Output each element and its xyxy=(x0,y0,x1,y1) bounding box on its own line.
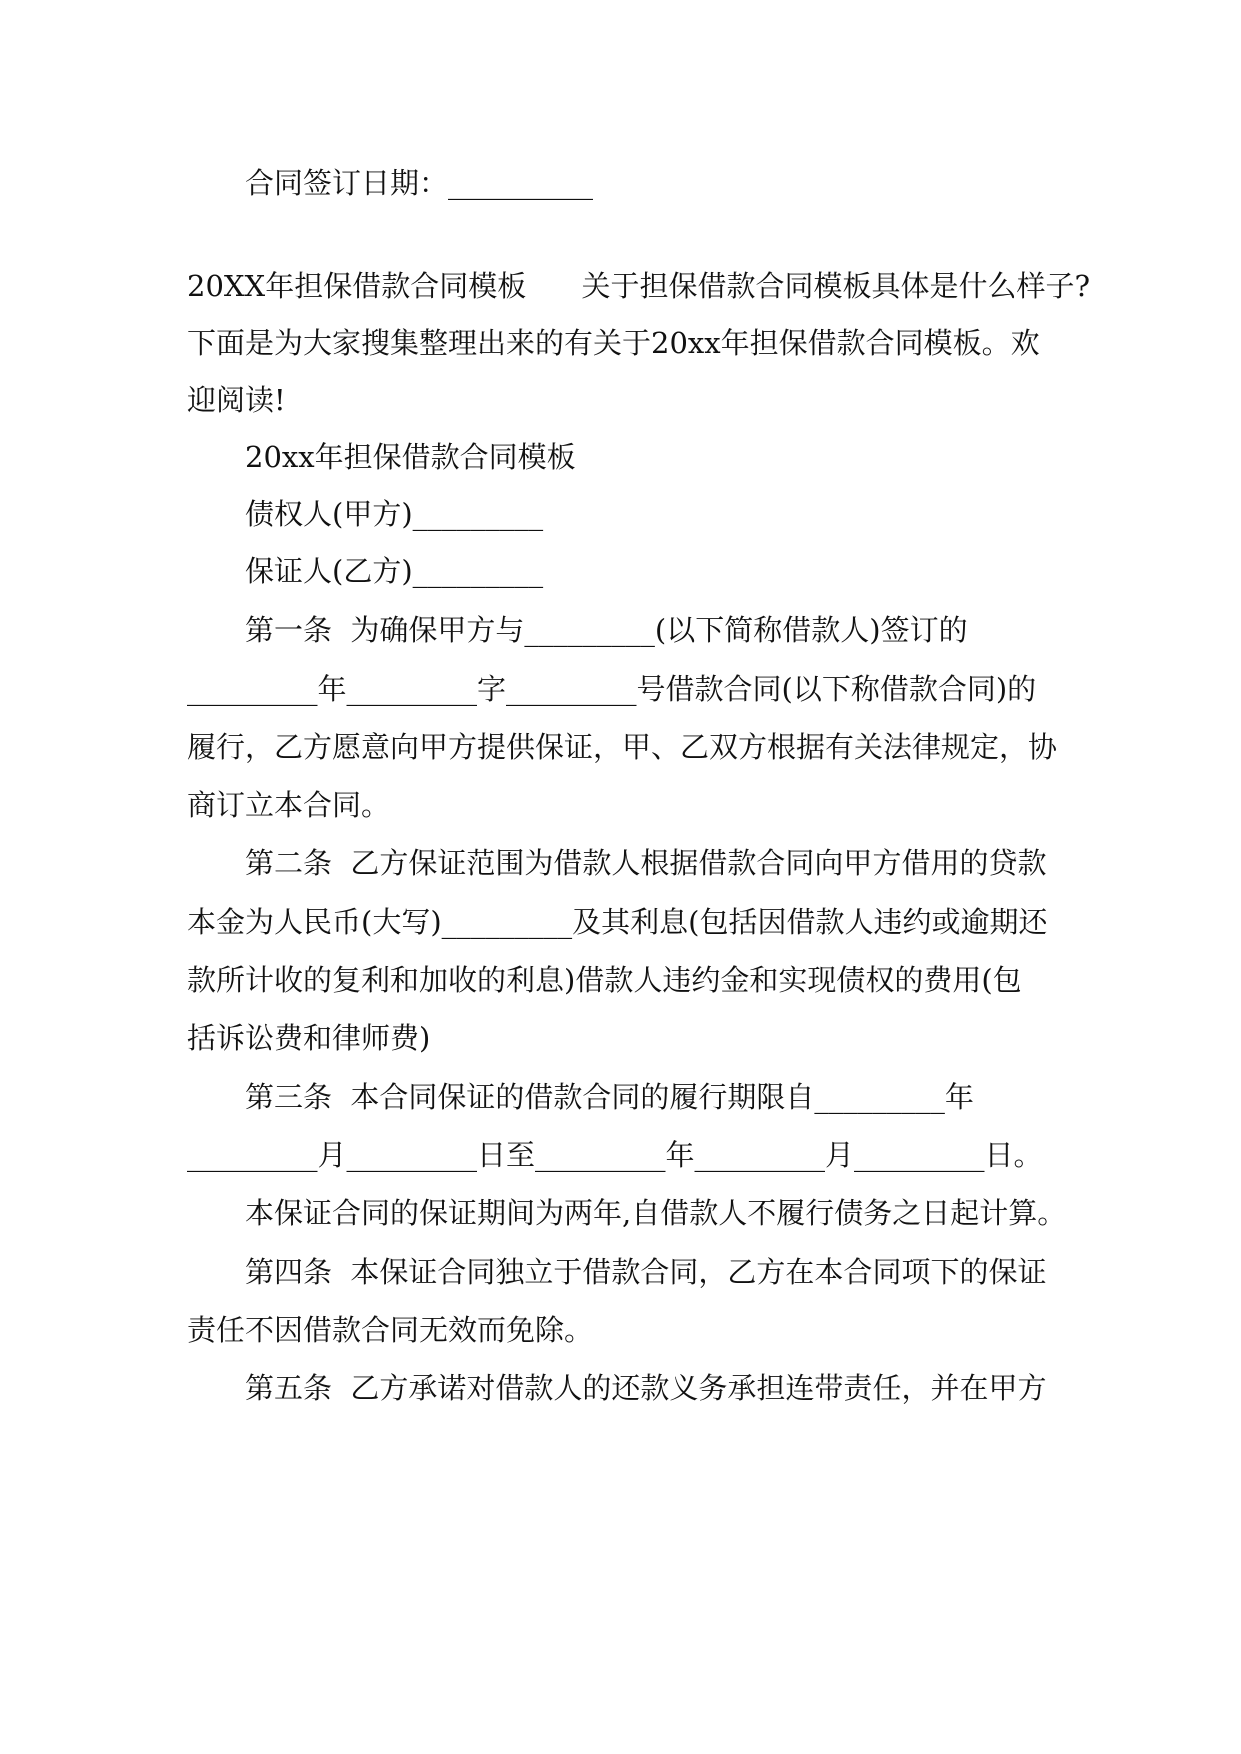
article3-line-1: 第三条 本合同保证的借款合同的履行期限自_________年 xyxy=(245,1080,974,1114)
signing-date-line: 合同签订日期：__________ xyxy=(245,166,594,200)
article2-line-1: 第二条 乙方保证范围为借款人根据借款合同向甲方借用的贷款 xyxy=(245,846,1047,880)
article1-line-2: _________年_________字_________号借款合同(以下称借款合同)的 xyxy=(187,672,1037,706)
article4-line-2: 责任不因借款合同无效而免除。 xyxy=(187,1313,594,1347)
intro-line-2: 下面是为大家搜集整理出来的有关于20xx年担保借款合同模板。欢 xyxy=(187,326,1040,360)
article2-line-2: 本金为人民币(大写)_________及其利息(包括因借款人违约或逾期还 xyxy=(187,905,1048,939)
article5-line-1: 第五条 乙方承诺对借款人的还款义务承担连带责任，并在甲方 xyxy=(245,1371,1047,1405)
article1-line-4: 商订立本合同。 xyxy=(187,788,391,822)
intro-line-1: 20XX年担保借款合同模板 关于担保借款合同模板具体是什么样子? xyxy=(187,269,1091,303)
article1-line-1: 第一条 为确保甲方与_________(以下简称借款人)签订的 xyxy=(245,613,968,647)
guarantor-line: 保证人(乙方)_________ xyxy=(245,554,544,588)
article4-line-1: 第四条 本保证合同独立于借款合同，乙方在本合同项下的保证 xyxy=(245,1255,1047,1289)
creditor-line: 债权人(甲方)_________ xyxy=(245,497,544,531)
article2-line-3: 款所计收的复利和加收的利息)借款人违约金和实现债权的费用(包 xyxy=(187,963,1022,997)
article1-line-3: 履行，乙方愿意向甲方提供保证，甲、乙双方根据有关法律规定，协 xyxy=(187,730,1058,764)
article2-line-4: 括诉讼费和律师费) xyxy=(187,1021,431,1055)
article3-line-2: _________月_________日至_________年_________月_________日。 xyxy=(187,1138,1043,1172)
intro-line-3: 迎阅读! xyxy=(187,383,286,417)
contract-title: 20xx年担保借款合同模板 xyxy=(245,440,576,474)
guarantee-period-line: 本保证合同的保证期间为两年,自借款人不履行债务之日起计算。 xyxy=(245,1196,1067,1230)
